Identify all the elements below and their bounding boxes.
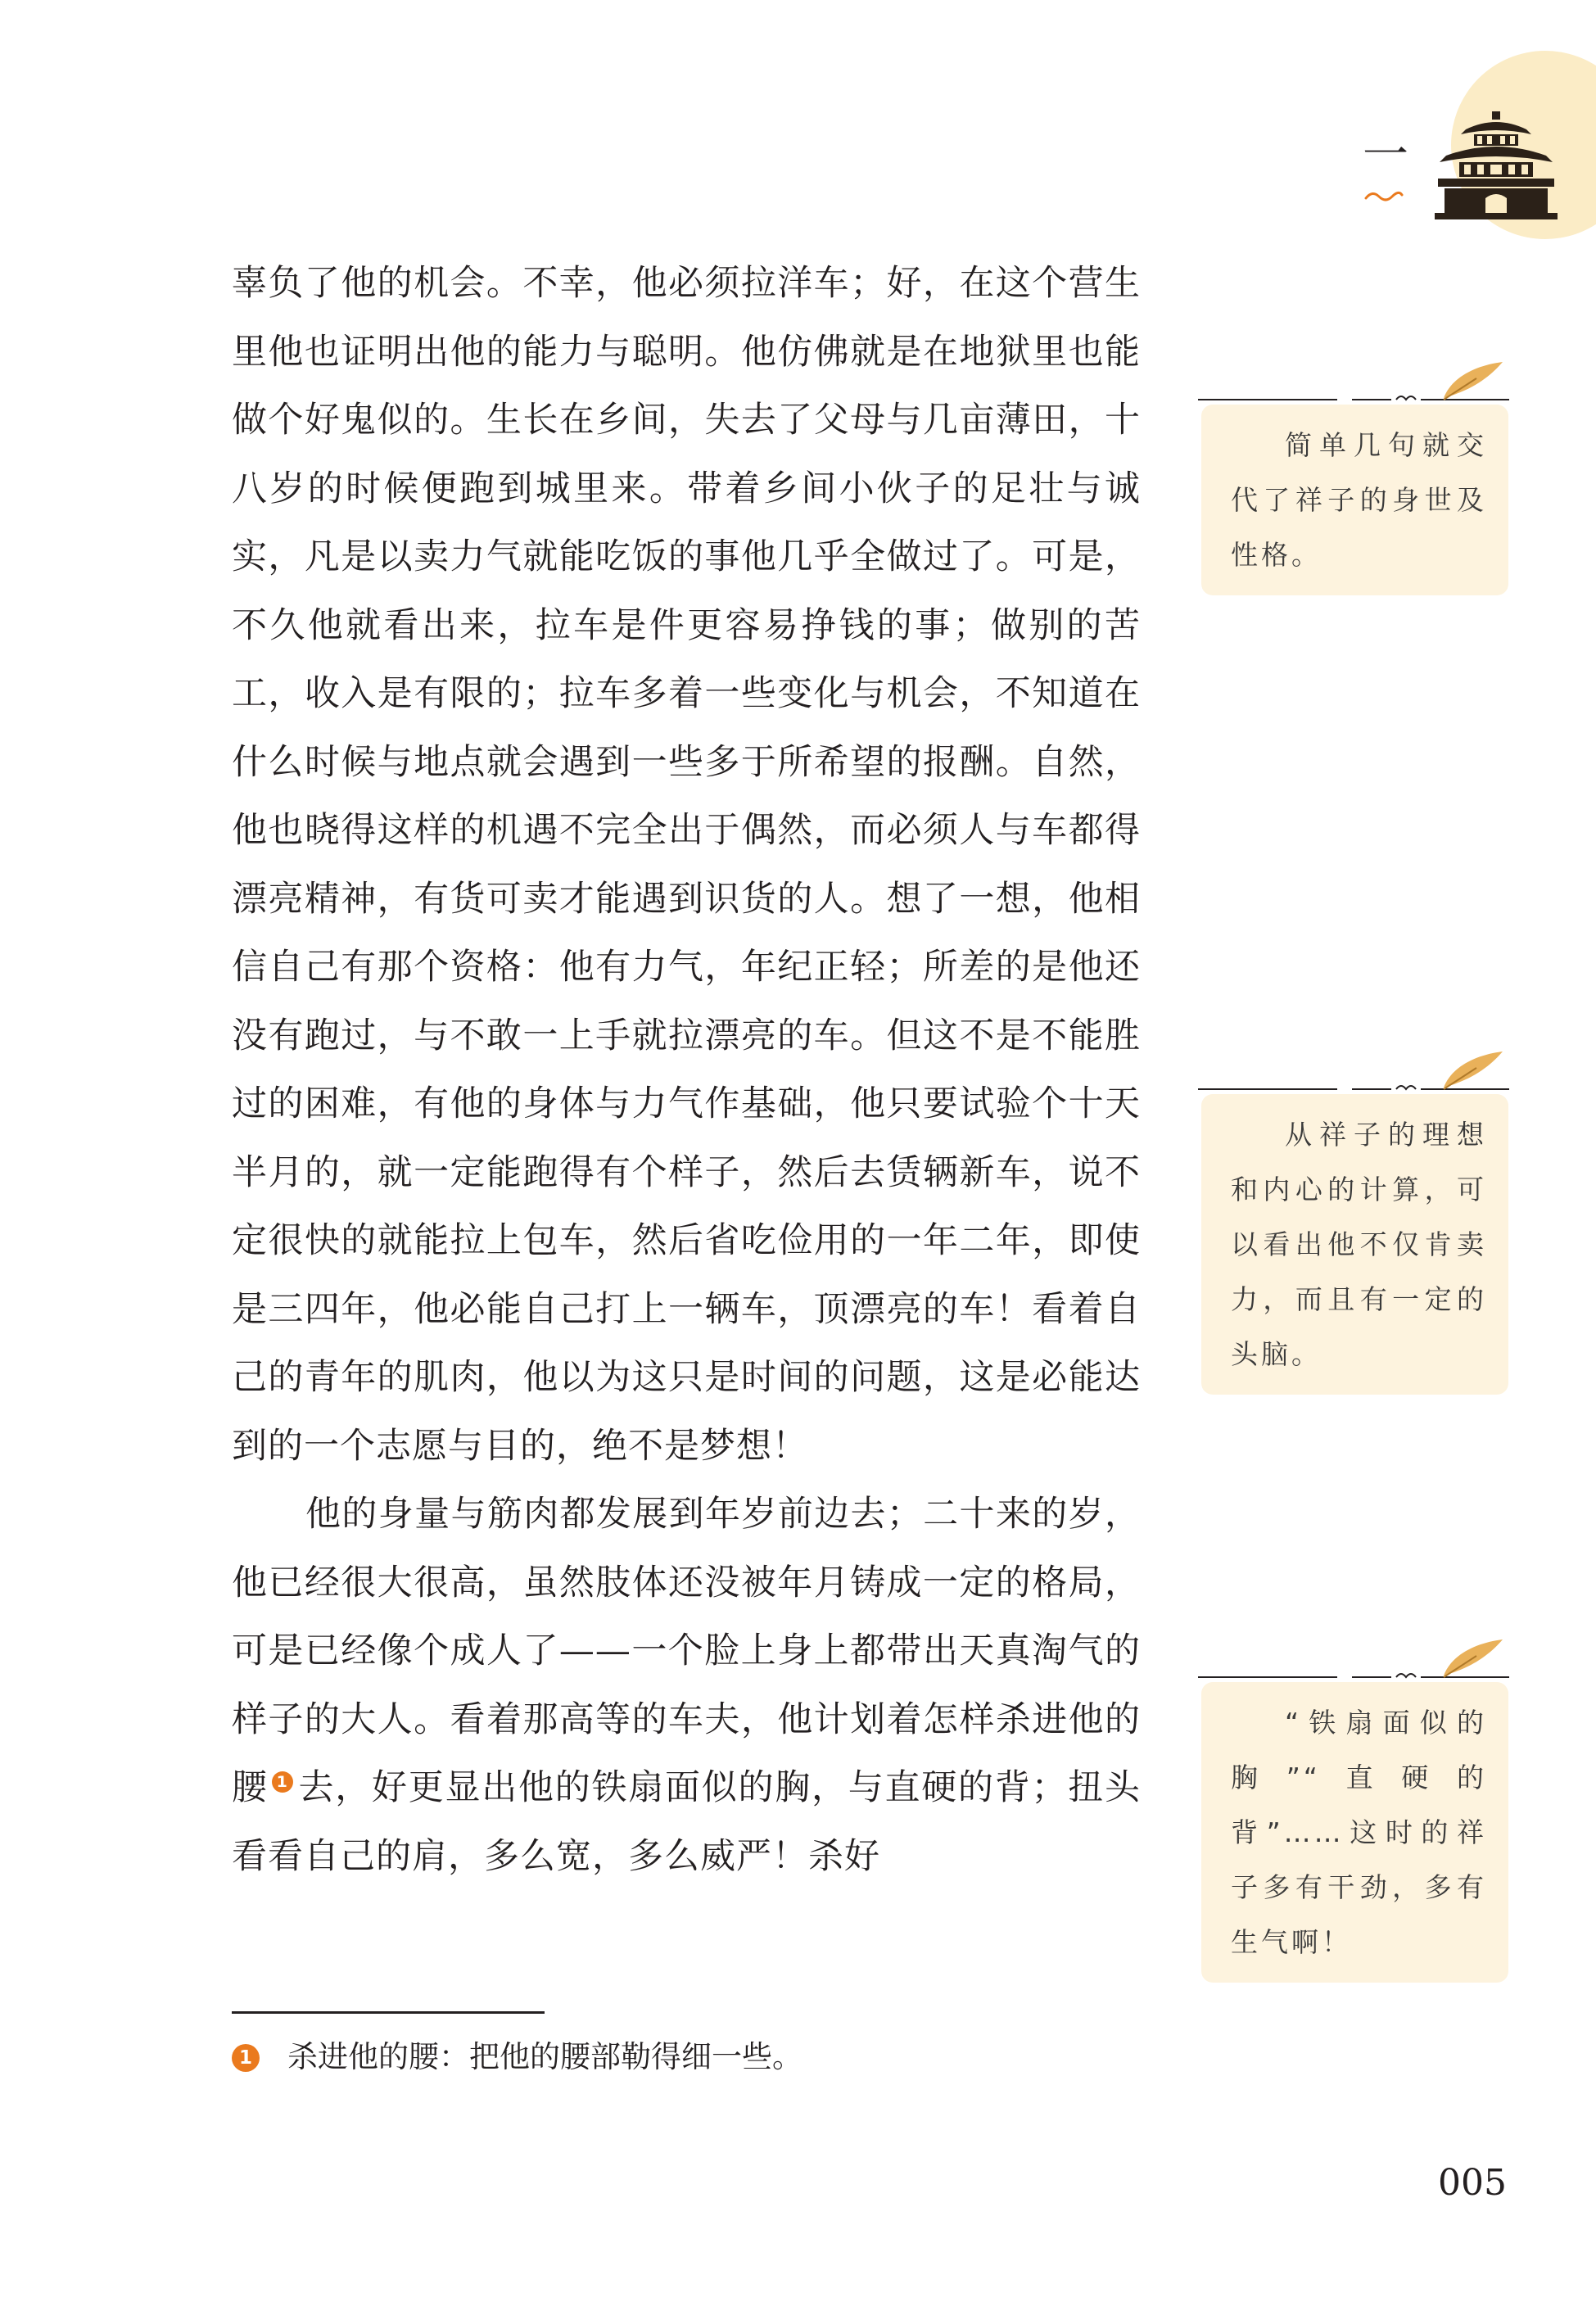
body-text bbox=[232, 250, 1141, 1891]
side-note bbox=[1201, 405, 1508, 595]
quill-icon bbox=[1198, 360, 1509, 406]
side-note-text: 简单几句就交代了祥子的身世及性格。 bbox=[1231, 429, 1487, 571]
side-note-text: 从祥子的理想和内心的计算，可以看出他不仅肯卖力，而且有一定的头脑。 bbox=[1231, 1119, 1487, 1370]
footnote-text: 杀进他的腰：把他的腰部勒得细一些。 bbox=[287, 2039, 803, 2074]
quill-icon bbox=[1198, 1050, 1509, 1096]
body-paragraph-text: 去，好更显出他的铁扇面似的胸，与直硬的背；扭头看看自己的肩，多么宽，多么威严！杀好 bbox=[232, 1767, 1141, 1877]
side-note bbox=[1201, 1682, 1508, 1983]
wave-icon bbox=[1364, 188, 1404, 205]
page-number: 005 bbox=[1438, 2162, 1507, 2204]
chapter-number: 一 bbox=[1363, 129, 1408, 182]
side-note bbox=[1201, 1094, 1508, 1395]
body-paragraph-text: 他的身量与筋肉都发展到年岁前边去；二十来的岁，他已经很大很高，虽然肢体还没被年月铸成一定的格局，可是已经像个成人了——一个脸上身上都带出天真淘气的样子的大人。看着那高等的车夫，他计划着怎样杀进他的腰 bbox=[232, 1494, 1141, 1808]
footnote-number: 1 bbox=[232, 2044, 260, 2072]
footnote bbox=[232, 2034, 1214, 2080]
body-paragraph: 辜负了他的机会。不幸，他必须拉洋车；好，在这个营生里他也证明出他的能力与聪明。他仿佛就是在地狱里也能做个好鬼似的。生长在乡间，失去了父母与几亩薄田，十八岁的时候便跑到城里来。带着乡间小伙子的足壮与诚实，凡是以卖力气就能吃饭的事他几乎全做过了。可是，不久他就看出来，拉车是件更容易挣钱的事；做别的苦工，收入是有限的；拉车多着一些变化与机会，不知道在什么时候与地点就会遇到一些多于所希望的报酬。自然，他也晓得这样的机遇不完全出于偶然，而必须人与车都得漂亮精神，有货可卖才能遇到识货的人。想了一想，他相信自己有那个资格：他有力气，年纪正轻；所差的是他还没有跑过，与不敢一上手就拉漂亮的车。但这不是不能胜过的困难，有他的身体与力气作基础，他只要试验个十天半月的，就一定能跑得有个样子，然后去赁辆新车，说不定很快的就能拉上包车，然后省吃俭用的一年二年，即使是三四年，他必能自己打上一辆车，顶漂亮的车！看着自己的青年的肌肉，他以为这只是时间的问题，这是必能达到的一个志愿与目的，绝不是梦想！ bbox=[232, 263, 1141, 1467]
side-note-text: “铁扇面似的胸”“直硬的背”……这时的祥子多有干劲，多有生气啊！ bbox=[1231, 1707, 1487, 1958]
footnote-marker[interactable]: 1 bbox=[272, 1771, 293, 1793]
footnote-divider bbox=[232, 2011, 545, 2014]
quill-icon bbox=[1198, 1638, 1509, 1684]
pavilion-icon bbox=[1435, 105, 1558, 219]
body-paragraph bbox=[232, 1481, 1141, 1891]
